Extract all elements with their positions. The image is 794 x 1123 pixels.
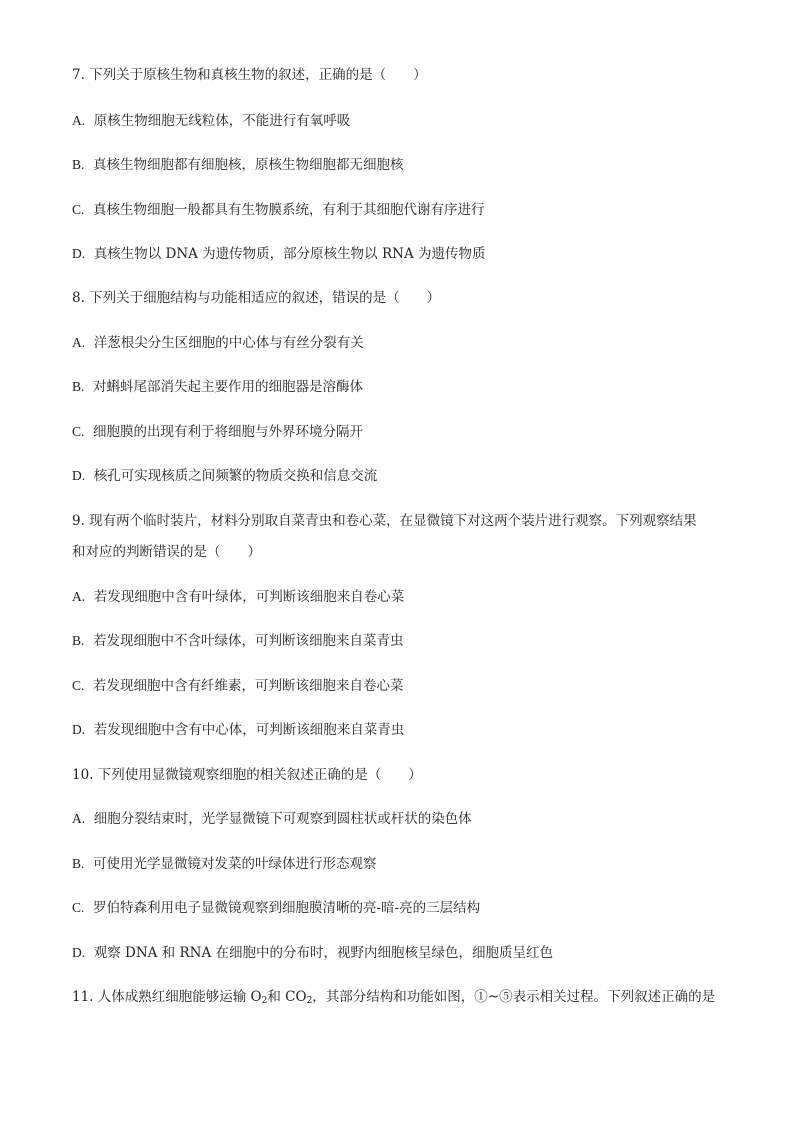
stem-text: 11. 人体成熟红细胞能够运输 O <box>72 989 262 1005</box>
question-10-option-b <box>72 855 376 873</box>
option-text: 原核生物细胞无线粒体，不能进行有氧呼吸 <box>93 113 351 129</box>
question-8-stem: 8. 下列关于细胞结构与功能相适应的叙述，错误的是（ ） <box>72 290 441 306</box>
question-9-stem-line1: 9. 现有两个临时装片，材料分别取自菜青虫和卷心菜，在显微镜下对这两个装片进行观察。下列观察结果 <box>72 513 697 529</box>
question-10-option-c <box>72 899 480 917</box>
option-label: A. <box>72 811 86 826</box>
option-label: C. <box>72 678 85 693</box>
question-7-option-c <box>72 201 484 219</box>
option-text: 罗伯特森利用电子显微镜观察到细胞膜清晰的亮-暗-亮的三层结构 <box>92 900 481 916</box>
question-8-option-a <box>72 334 364 352</box>
option-text: 洋葱根尖分生区细胞的中心体与有丝分裂有关 <box>93 335 364 351</box>
question-8-option-d <box>72 467 377 485</box>
subscript: 2 <box>306 996 313 1006</box>
question-9-stem-line2: 和对应的判断错误的是（ ） <box>72 544 261 560</box>
question-8-option-c <box>72 423 363 441</box>
question-10-stem: 10. 下列使用显微镜观察细胞的相关叙述正确的是（ ） <box>72 767 422 783</box>
stem-text: 和 CO <box>267 989 307 1005</box>
option-text: 细胞膜的出现有利于将细胞与外界环境分隔开 <box>92 424 363 440</box>
option-label: A. <box>72 335 86 350</box>
option-label: D. <box>72 468 86 483</box>
question-8-option-b <box>72 378 363 396</box>
option-label: C. <box>72 900 85 915</box>
option-label: B. <box>72 379 85 394</box>
option-label: A. <box>72 589 86 604</box>
option-text: 真核生物细胞一般都具有生物膜系统，有利于其细胞代谢有序进行 <box>92 202 485 218</box>
option-text: 若发现细胞中含有中心体，可判断该细胞来自菜青虫 <box>93 722 405 738</box>
question-11-stem <box>72 988 715 1006</box>
subscript: 2 <box>261 996 268 1006</box>
option-label: D. <box>72 722 86 737</box>
question-7-option-b <box>72 156 403 174</box>
option-text: 若发现细胞中不含叶绿体，可判断该细胞来自菜青虫 <box>92 633 404 649</box>
option-text: 可使用光学显微镜对发菜的叶绿体进行形态观察 <box>92 856 377 872</box>
question-9-option-c <box>72 677 403 695</box>
option-label: D. <box>72 945 86 960</box>
option-text: 对蝌蚪尾部消失起主要作用的细胞器是溶酶体 <box>92 379 363 395</box>
option-text: 若发现细胞中含有纤维素，可判断该细胞来自卷心菜 <box>92 678 404 694</box>
option-text: 核孔可实现核质之间频繁的物质交换和信息交流 <box>93 468 378 484</box>
question-9-option-d <box>72 721 404 739</box>
question-7-stem: 7. 下列关于原核生物和真核生物的叙述，正确的是（ ） <box>72 67 427 83</box>
question-10-option-d <box>72 944 553 962</box>
option-label: B. <box>72 633 85 648</box>
stem-text: ，其部分结构和功能如图，①~⑤表示相关过程。下列叙述正确的是 <box>312 989 716 1005</box>
question-9-option-a <box>72 588 404 606</box>
question-7-option-d <box>72 245 486 263</box>
option-label: A. <box>72 113 86 128</box>
option-text: 观察 DNA 和 RNA 在细胞中的分布时，视野内细胞核呈绿色，细胞质呈红色 <box>93 945 553 961</box>
question-10-option-a <box>72 810 472 828</box>
option-label: B. <box>72 157 85 172</box>
question-7-option-a <box>72 112 350 130</box>
option-text: 真核生物以 DNA 为遗传物质，部分原核生物以 RNA 为遗传物质 <box>93 246 486 262</box>
option-text: 真核生物细胞都有细胞核，原核生物细胞都无细胞核 <box>92 157 404 173</box>
option-text: 若发现细胞中含有叶绿体，可判断该细胞来自卷心菜 <box>93 589 405 605</box>
option-label: B. <box>72 856 85 871</box>
option-label: D. <box>72 246 86 261</box>
option-text: 细胞分裂结束时，光学显微镜下可观察到圆柱状或杆状的染色体 <box>93 811 472 827</box>
option-label: C. <box>72 202 85 217</box>
option-label: C. <box>72 424 85 439</box>
question-9-option-b <box>72 632 403 650</box>
